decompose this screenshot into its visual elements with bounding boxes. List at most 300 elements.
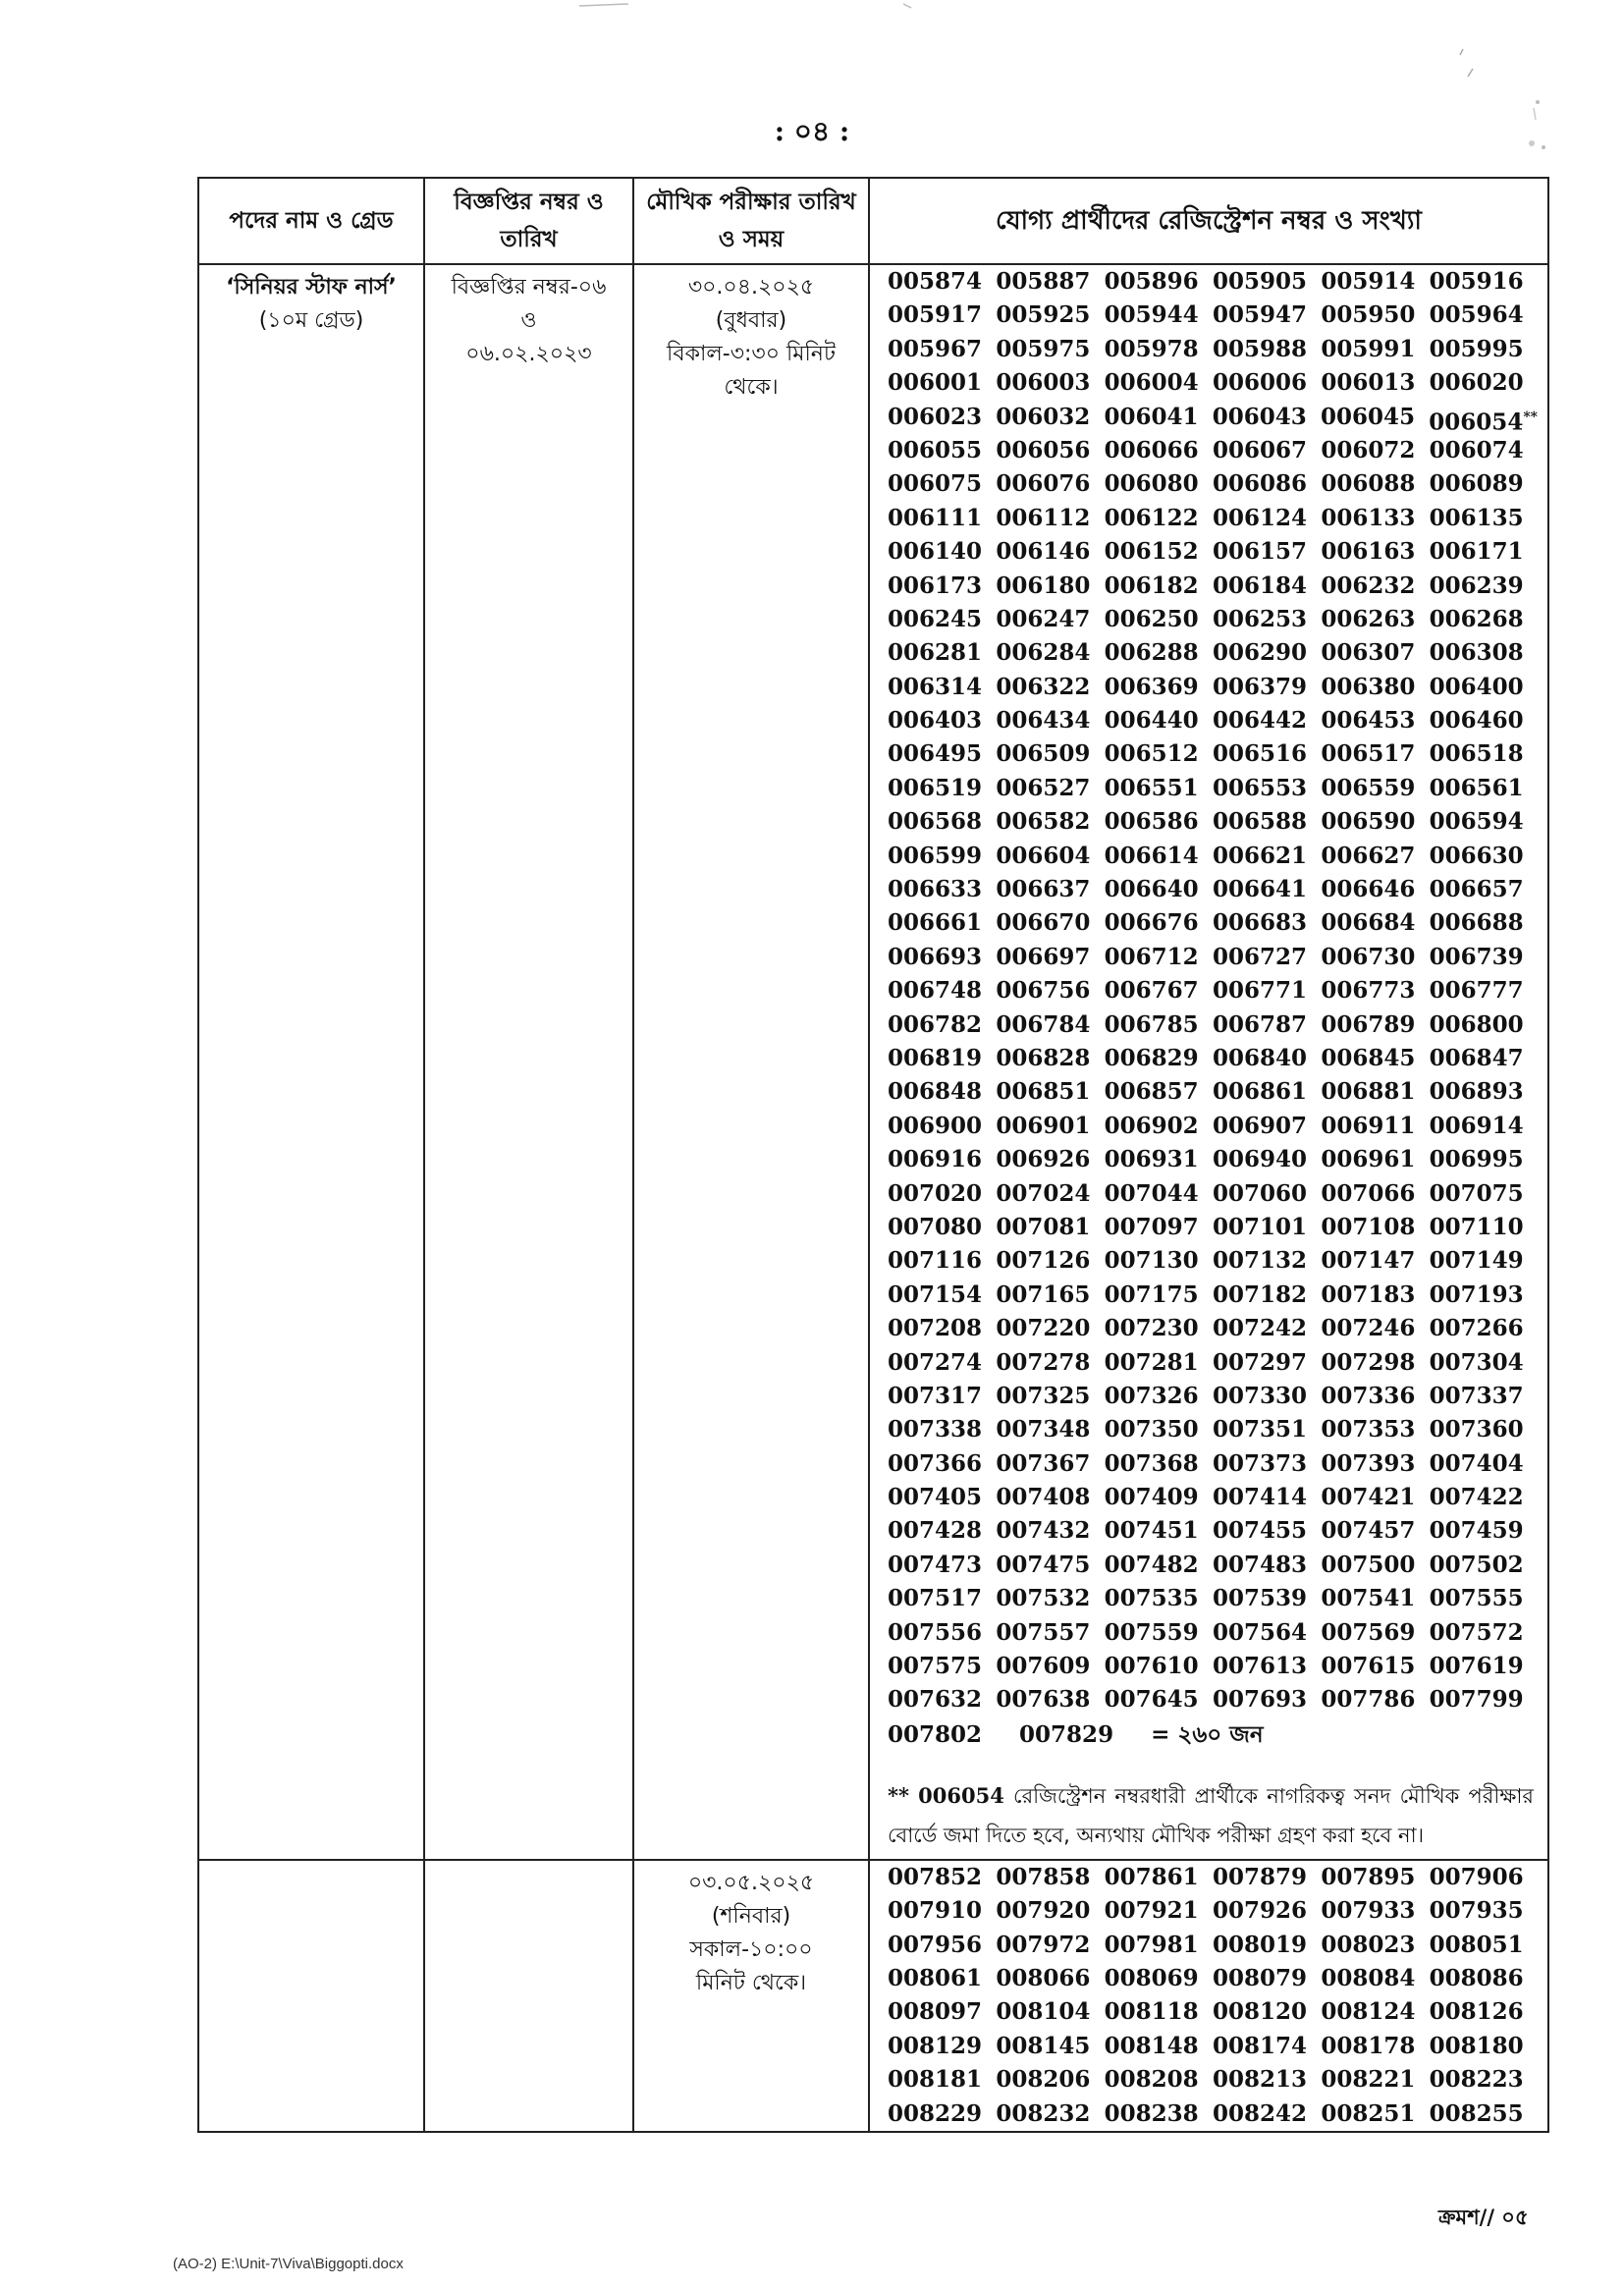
header-row	[198, 178, 1548, 264]
registration-number: 005944	[1104, 301, 1199, 329]
registration-number: 006086	[1213, 470, 1308, 498]
registration-list	[870, 265, 1547, 1717]
registration-number: 006146	[996, 538, 1091, 566]
registration-number: 007920	[996, 1897, 1091, 1925]
registration-number: 006559	[1321, 774, 1416, 801]
registration-row	[870, 1447, 1547, 1481]
registration-number: 007935	[1429, 1897, 1524, 1925]
registration-number: 006157	[1213, 538, 1308, 566]
registration-number: 006727	[1213, 943, 1308, 970]
registration-number: 006124	[1213, 504, 1308, 531]
registration-number: 006777	[1429, 977, 1524, 1005]
registration-number: 008238	[1104, 2099, 1199, 2127]
registration-number: 008180	[1429, 2032, 1524, 2059]
registration-number: 006730	[1321, 943, 1416, 970]
registration-number: 008124	[1321, 1998, 1416, 2026]
registration-number: 007829	[1019, 1720, 1114, 1748]
registration-number: 006072	[1321, 436, 1416, 463]
registration-number: 007132	[1213, 1247, 1308, 1275]
registration-row	[870, 2063, 1547, 2097]
registration-number: 006683	[1213, 909, 1308, 937]
registration-row	[870, 974, 1547, 1008]
registration-number: 007895	[1321, 1863, 1416, 1890]
registration-number: 007693	[1213, 1686, 1308, 1714]
registration-number: 006828	[996, 1044, 1091, 1071]
registration-number: 006661	[888, 909, 983, 937]
registration-number: 007154	[888, 1280, 983, 1308]
registration-number: 007336	[1321, 1382, 1416, 1409]
registration-number: 006089	[1429, 470, 1524, 498]
registration-number: 006604	[996, 842, 1091, 869]
registration-number: 007610	[1104, 1653, 1199, 1680]
registration-number: 007044	[1104, 1179, 1199, 1207]
registration-number: 007956	[888, 1931, 983, 1958]
registration-number: 007147	[1321, 1247, 1416, 1275]
registration-number: 007539	[1213, 1585, 1308, 1612]
registration-number: 006684	[1321, 909, 1416, 937]
registration-number: 006032	[996, 403, 1091, 430]
registration-row	[870, 1312, 1547, 1345]
registration-number: 007483	[1213, 1551, 1308, 1578]
registration-number: 006590	[1321, 808, 1416, 836]
registration-number: 007459	[1429, 1517, 1524, 1545]
registration-number: 007024	[996, 1179, 1091, 1207]
registration-number: 007535	[1104, 1585, 1199, 1612]
registration-number: 006020	[1429, 369, 1524, 397]
registration-row	[870, 1143, 1547, 1176]
registration-number: 008104	[996, 1998, 1091, 2026]
registration-number: 006247	[996, 605, 1091, 632]
registration-number: 006400	[1429, 673, 1524, 700]
registration-number: 006403	[888, 707, 983, 735]
registration-number: 006748	[888, 977, 983, 1005]
registration-number: 006586	[1104, 808, 1199, 836]
registration-number: 006901	[996, 1112, 1091, 1139]
header-candidates: যোগ্য প্রার্থীদের রেজিস্ট্রেশন নম্বর ও সংখ্যা	[869, 178, 1548, 264]
registration-number: 006527	[996, 774, 1091, 801]
registration-number: 007421	[1321, 1484, 1416, 1511]
registration-number: 005916	[1429, 268, 1524, 295]
registration-number: 005975	[996, 335, 1091, 362]
registration-number: 007557	[996, 1618, 1091, 1646]
registration-number: 006056	[996, 436, 1091, 463]
registration-number: 007473	[888, 1551, 983, 1578]
registration-number: 006900	[888, 1112, 983, 1139]
registration-number: 007405	[888, 1484, 983, 1511]
registration-number: 006066	[1104, 436, 1199, 463]
registration-number: 006122	[1104, 504, 1199, 531]
registration-number: 007330	[1213, 1382, 1308, 1409]
registration-number: 008079	[1213, 1964, 1308, 1991]
registration-number: 006442	[1213, 707, 1308, 735]
registration-number: 006739	[1429, 943, 1524, 970]
registration-number: 006931	[1104, 1146, 1199, 1173]
registration-row	[870, 1211, 1547, 1244]
registration-number: 007126	[996, 1247, 1091, 1275]
registration-number: 006961	[1321, 1146, 1416, 1173]
registration-number: 006911	[1321, 1112, 1416, 1139]
registration-number: 008178	[1321, 2032, 1416, 2059]
registration-number: 006851	[996, 1078, 1091, 1106]
registration-row	[870, 636, 1547, 670]
registration-number: 006621	[1213, 842, 1308, 869]
header-post: পদের নাম ও গ্রেড	[198, 178, 424, 264]
registration-number: 007541	[1321, 1585, 1416, 1612]
registration-number: 006594	[1429, 808, 1524, 836]
registration-row	[870, 535, 1547, 569]
registration-number: 007080	[888, 1213, 983, 1240]
registration-number: 006630	[1429, 842, 1524, 869]
registration-number: 006657	[1429, 876, 1524, 903]
registration-number: 008097	[888, 1998, 983, 2026]
note-registration: 006054	[918, 1782, 1004, 1808]
registration-number: 007517	[888, 1585, 983, 1612]
registration-row	[870, 1995, 1547, 2029]
registration-number: 008251	[1321, 2099, 1416, 2127]
registration-number: 006800	[1429, 1010, 1524, 1038]
registration-number: 007220	[996, 1315, 1091, 1342]
registration-number: 006902	[1104, 1112, 1199, 1139]
registration-row	[870, 401, 1547, 434]
registration-number: 008086	[1429, 1964, 1524, 1991]
registration-row	[870, 1380, 1547, 1413]
circular-date: ০৬.০২.২০২৩	[465, 342, 592, 366]
registration-number: 006088	[1321, 470, 1416, 498]
registration-number: 006614	[1104, 842, 1199, 869]
registration-number: 007297	[1213, 1348, 1308, 1376]
registration-row	[870, 1582, 1547, 1615]
registration-number: 006916	[888, 1146, 983, 1173]
viva-day: (বুধবার)	[715, 308, 787, 333]
registration-number: 006171	[1429, 538, 1524, 566]
registration-number: 008255	[1429, 2099, 1524, 2127]
registration-number: 006308	[1429, 639, 1524, 667]
registration-number: 006133	[1321, 504, 1416, 531]
registration-number: 008069	[1104, 1964, 1199, 1991]
registration-number: 006379	[1213, 673, 1308, 700]
registration-number: 007475	[996, 1551, 1091, 1578]
registration-number: 007165	[996, 1280, 1091, 1308]
registration-number: 007619	[1429, 1653, 1524, 1680]
registration-number: 007802	[888, 1720, 983, 1748]
registration-number: 007193	[1429, 1280, 1524, 1308]
footer-file-path: (AO-2) E:\Unit-7\Viva\Biggopti.docx	[173, 2256, 404, 2272]
registration-row	[870, 840, 1547, 873]
registration-number: 005914	[1321, 268, 1416, 295]
registration-row	[870, 570, 1547, 603]
registration-number: 006767	[1104, 977, 1199, 1005]
registration-number: 007559	[1104, 1618, 1199, 1646]
registration-number: 007457	[1321, 1517, 1416, 1545]
registration-number: 007569	[1321, 1618, 1416, 1646]
registration-row	[870, 941, 1547, 974]
registration-number: 006641	[1213, 876, 1308, 903]
registration-number: 007556	[888, 1618, 983, 1646]
circular-and: ও	[520, 308, 537, 333]
registration-number: 007858	[996, 1863, 1091, 1890]
registration-number: 008023	[1321, 1931, 1416, 1958]
registration-number: 006845	[1321, 1044, 1416, 1071]
registration-row	[870, 805, 1547, 839]
circular-number: বিজ্ঞপ্তির নম্বর-০৬	[451, 275, 607, 300]
registration-number: 007274	[888, 1348, 983, 1376]
registration-number: 007393	[1321, 1449, 1416, 1477]
registration-number: 006561	[1429, 774, 1524, 801]
registration-row	[870, 1042, 1547, 1075]
registration-number: 005978	[1104, 335, 1199, 362]
registration-row	[870, 1549, 1547, 1582]
viva-date: ৩০.০৪.২০২৫	[687, 275, 815, 300]
registration-number: 007564	[1213, 1618, 1308, 1646]
circular-cell-empty	[424, 1860, 633, 2132]
registration-number: 007326	[1104, 1382, 1199, 1409]
registration-number: 007242	[1213, 1315, 1308, 1342]
registration-number: 007532	[996, 1585, 1091, 1612]
candidate-total: = ২৬০ জন	[1151, 1721, 1264, 1748]
registration-cell	[869, 264, 1548, 1860]
registration-number: 007325	[996, 1382, 1091, 1409]
registration-number: 007116	[888, 1247, 983, 1275]
registration-number: 006380	[1321, 673, 1416, 700]
registration-number: 006152	[1104, 538, 1199, 566]
registration-number: 007638	[996, 1686, 1091, 1714]
registration-number: 006627	[1321, 842, 1416, 869]
registration-number: 006756	[996, 977, 1091, 1005]
registration-number: 006782	[888, 1010, 983, 1038]
registration-number: 007338	[888, 1416, 983, 1444]
registration-number: 006693	[888, 943, 983, 970]
registration-number: 006173	[888, 572, 983, 599]
registration-number: 007615	[1321, 1653, 1416, 1680]
registration-number: 006250	[1104, 605, 1199, 632]
registration-row	[870, 704, 1547, 737]
viva-time: সকাল-১০:০০	[689, 1936, 813, 1962]
registration-number: 006787	[1213, 1010, 1308, 1038]
registration-number: 007020	[888, 1179, 983, 1207]
viva-day: (শনিবার)	[711, 1903, 791, 1929]
registration-number: 005947	[1213, 301, 1308, 329]
registration-number: 007101	[1213, 1213, 1308, 1240]
section-row-2	[198, 1860, 1548, 2132]
registration-number: 006551	[1104, 774, 1199, 801]
registration-number: 007482	[1104, 1551, 1199, 1578]
registration-number: 006041	[1104, 403, 1199, 430]
registration-row	[870, 1514, 1547, 1548]
registration-number: 008221	[1321, 2066, 1416, 2094]
registration-number: 006712	[1104, 943, 1199, 970]
registration-row	[870, 2030, 1547, 2063]
registration-number: 006080	[1104, 470, 1199, 498]
registration-number: 006001	[888, 369, 983, 397]
registration-number: 007182	[1213, 1280, 1308, 1308]
registration-number: 006074	[1429, 436, 1524, 463]
registration-number: 007645	[1104, 1686, 1199, 1714]
registration-row	[870, 1075, 1547, 1109]
registration-cell	[869, 1860, 1548, 2132]
registration-number: 007786	[1321, 1686, 1416, 1714]
viva-cell	[633, 264, 869, 1860]
registration-number: 007555	[1429, 1585, 1524, 1612]
registration-number: 008066	[996, 1964, 1091, 1991]
registration-number: 006495	[888, 740, 983, 768]
registration-number: 007175	[1104, 1280, 1199, 1308]
registration-number: 006434	[996, 707, 1091, 735]
registration-number: 007972	[996, 1931, 1091, 1958]
viva-time: বিকাল-৩:৩০ মিনিট	[667, 342, 836, 366]
registration-number: 006232	[1321, 572, 1416, 599]
registration-row	[870, 1110, 1547, 1143]
registration-number: 007108	[1321, 1213, 1416, 1240]
registration-number: 007861	[1104, 1863, 1199, 1890]
post-cell-empty	[198, 1860, 424, 2132]
registration-number: 007281	[1104, 1348, 1199, 1376]
registration-number: 007317	[888, 1382, 983, 1409]
registration-number: 006519	[888, 774, 983, 801]
registration-number: 006881	[1321, 1078, 1416, 1106]
registration-row	[870, 603, 1547, 636]
registration-number: 006163	[1321, 538, 1416, 566]
registration-number: 006314	[888, 673, 983, 700]
registration-number: 006670	[996, 909, 1091, 937]
registration-row	[870, 333, 1547, 366]
registration-row	[870, 434, 1547, 467]
registration-number: 008061	[888, 1964, 983, 1991]
registration-number: 006006	[1213, 369, 1308, 397]
registration-number: 006861	[1213, 1078, 1308, 1106]
registration-number: 007350	[1104, 1416, 1199, 1444]
registration-number: 008242	[1213, 2099, 1308, 2127]
registration-number: 007613	[1213, 1653, 1308, 1680]
registration-number: 007414	[1213, 1484, 1308, 1511]
registration-number: 007208	[888, 1315, 983, 1342]
post-grade: (১০ম গ্রেড)	[258, 308, 364, 333]
registration-number: 007110	[1429, 1213, 1524, 1240]
registration-number: 006180	[996, 572, 1091, 599]
registration-number: 006067	[1213, 436, 1308, 463]
registration-number: 006995	[1429, 1146, 1524, 1173]
registration-number: 006773	[1321, 977, 1416, 1005]
registration-number: 006239	[1429, 572, 1524, 599]
registration-number: 007373	[1213, 1449, 1308, 1477]
registration-number: 008223	[1429, 2066, 1524, 2094]
registration-number: 006054**	[1429, 409, 1538, 436]
registration-number: 007366	[888, 1449, 983, 1477]
asterisk-mark: **	[1523, 409, 1538, 425]
registration-row	[870, 467, 1547, 501]
registration-row	[870, 299, 1547, 332]
registration-number: 006512	[1104, 740, 1199, 768]
registration-number: 006771	[1213, 977, 1308, 1005]
registration-number: 006288	[1104, 639, 1199, 667]
registration-number: 006268	[1429, 605, 1524, 632]
registration-row	[870, 1650, 1547, 1683]
registration-number: 006926	[996, 1146, 1091, 1173]
registration-row	[870, 671, 1547, 704]
registration-number: 005925	[996, 301, 1091, 329]
registration-number: 007304	[1429, 1348, 1524, 1376]
registration-row	[870, 1481, 1547, 1514]
registration-row	[870, 1008, 1547, 1042]
citizenship-note	[870, 1753, 1547, 1859]
registration-number: 006784	[996, 1010, 1091, 1038]
registration-number: 007879	[1213, 1863, 1308, 1890]
registration-number: 007360	[1429, 1416, 1524, 1444]
registration-number: 007409	[1104, 1484, 1199, 1511]
note-stars: **	[888, 1782, 909, 1808]
registration-number: 005967	[888, 335, 983, 362]
registration-number: 007632	[888, 1686, 983, 1714]
registration-number: 006075	[888, 470, 983, 498]
viva-cell	[633, 1860, 869, 2132]
registration-number: 006582	[996, 808, 1091, 836]
registration-number: 006043	[1212, 403, 1307, 430]
section-row-1	[198, 264, 1548, 1860]
registration-number: 006003	[996, 369, 1091, 397]
page-number: : ০৪ :	[774, 115, 850, 147]
registration-number: 007933	[1321, 1897, 1416, 1925]
registration-number: 006588	[1213, 808, 1308, 836]
note-text: রেজিস্ট্রেশন নম্বরধারী প্রার্থীকে নাগরিকত্ব সনদ মৌখিক পরীক্ষার বোর্ডে জমা দিতে হবে, অন্যথায় মৌখিক পরীক্ষা গ্রহণ করা হবে না।	[888, 1783, 1534, 1847]
registration-number: 006857	[1104, 1078, 1199, 1106]
registration-number: 008084	[1321, 1964, 1416, 1991]
registration-number: 007066	[1321, 1179, 1416, 1207]
registration-number: 006847	[1429, 1044, 1524, 1071]
registration-number: 006697	[996, 943, 1091, 970]
registration-number: 007353	[1321, 1416, 1416, 1444]
registration-number: 006112	[996, 504, 1091, 531]
registration-number: 008206	[996, 2066, 1091, 2094]
registration-number: 006460	[1429, 707, 1524, 735]
registration-row	[870, 1962, 1547, 1995]
registration-number: 007060	[1213, 1179, 1308, 1207]
registration-number: 006245	[888, 605, 983, 632]
registration-number: 006135	[1429, 504, 1524, 531]
registration-number: 007799	[1429, 1686, 1524, 1714]
registration-number: 006284	[996, 639, 1091, 667]
registration-row	[870, 2097, 1547, 2131]
circular-cell	[424, 264, 633, 1860]
registration-row	[870, 1929, 1547, 1962]
registration-number: 006907	[1213, 1112, 1308, 1139]
registration-number: 006045	[1321, 403, 1416, 430]
registration-number: 006111	[888, 504, 983, 531]
registration-number: 006253	[1213, 605, 1308, 632]
registration-number: 006688	[1429, 909, 1524, 937]
registration-number: 005896	[1104, 268, 1199, 295]
registration-number: 007609	[996, 1653, 1091, 1680]
registration-number: 007348	[996, 1416, 1091, 1444]
registration-number: 006182	[1104, 572, 1199, 599]
registration-number: 007455	[1213, 1517, 1308, 1545]
registration-number: 006840	[1213, 1044, 1308, 1071]
registration-number: 006281	[888, 639, 983, 667]
registration-number: 006553	[1213, 774, 1308, 801]
registration-number: 006453	[1321, 707, 1416, 735]
registration-number: 008148	[1104, 2032, 1199, 2059]
registration-number: 007500	[1321, 1551, 1416, 1578]
registration-number: 007337	[1429, 1382, 1524, 1409]
registration-number: 007404	[1429, 1449, 1524, 1477]
header-circular: বিজ্ঞপ্তির নম্বর ও তারিখ	[424, 178, 633, 264]
registration-number: 008051	[1429, 1931, 1524, 1958]
registration-number: 006013	[1321, 369, 1416, 397]
registration-row	[870, 265, 1547, 299]
registration-number: 006599	[888, 842, 983, 869]
registration-number: 006848	[888, 1078, 983, 1106]
header-viva: মৌখিক পরীক্ষার তারিখ ও সময়	[633, 178, 869, 264]
registration-row	[870, 1861, 1547, 1894]
registration-number: 006140	[888, 538, 983, 566]
